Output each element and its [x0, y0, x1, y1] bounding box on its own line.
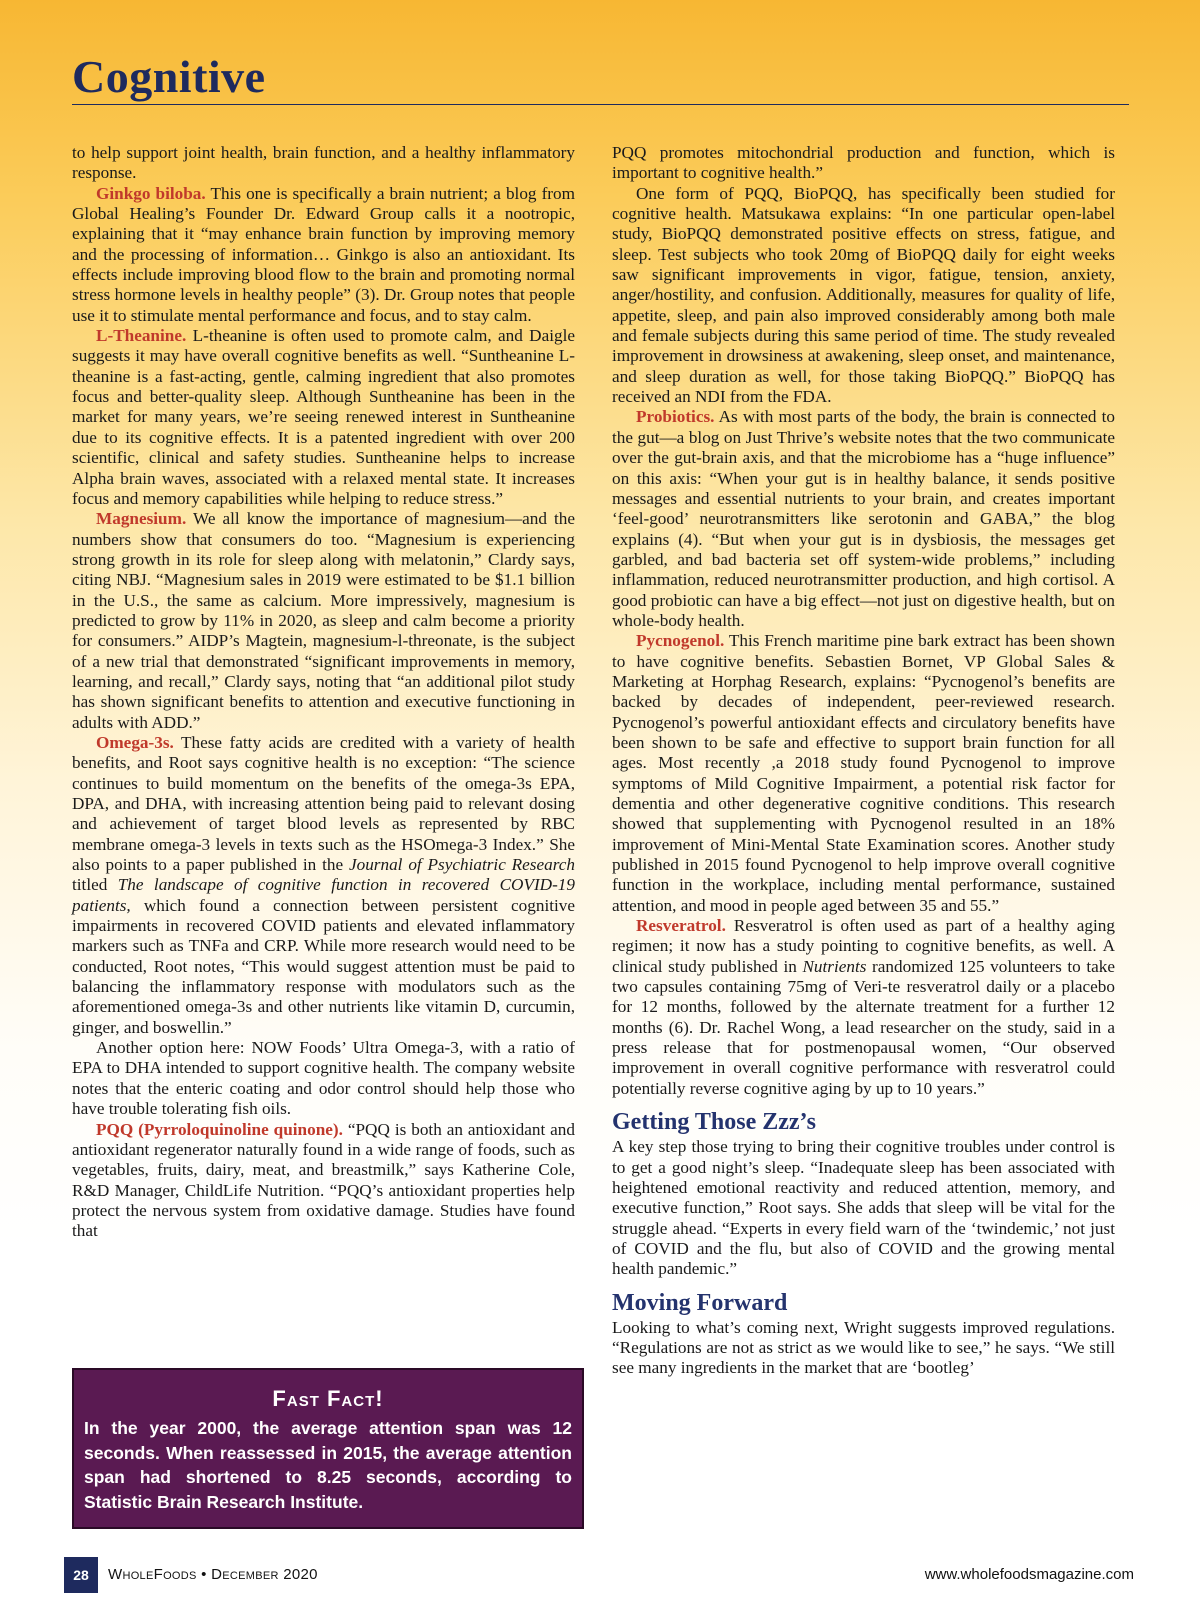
paragraph-text: We all know the importance of magnesium—and the numbers show that consumers do too. “Magnesium is experiencing strong growth in its role for sleep along with melatonin,” Clardy says, citing NBJ. “Magnesium sales in 2019 were estimated to be $1.1 billion in the U.S., the same as calcium. More impressively, magnesium is predicted to grow by 11% in 2020, as sleep and calm become a priority for consumers.” AIDP’s Magtein, magnesium-l-threonate, is the subject of a new trial that demonstrated “significant improvements in memory, learning, and recall,” Clardy says, noting that “an additional pilot study has shown significant benefits to attention and executive functioning in adults with ADD.” [72, 509, 575, 732]
subheading-sleep: Getting Those Zzz’s [612, 1109, 816, 1136]
paragraph-text: As with most parts of the body, the brain is connected to the gut—a blog on Just Thrive’s website notes that the two communicate over the gut-brain axis, and that the microbiome has a “huge influence” on this axis: “When your gut is in healthy balance, it sends positive messages and essential nutrients to your brain, and creates important ‘feel-good’ neurotransmitters like serotonin and GABA,” the blog explains (4). “But when your gut is in dysbiosis, the messages get garbled, and bad bacteria set off system-wide problems,” including inflammation, reduced neurotransmitter production, and high cortisol. A good probiotic can have a big effect—not just on digestive health, but on whole-body health. [612, 407, 1115, 630]
paragraph-text: titled [72, 875, 118, 895]
paragraph-text: This one is specifically a brain nutrient; a blog from Global Healing’s Founder Dr. Edward Group calls it a nootropic, explaining that it “may enhance brain function by improving memory and the processing of information… Ginkgo is also an antioxidant. Its effects include improving blood flow to the brain and promoting normal stress hormone levels in healthy people” (3). Dr. Group notes that people use it to stimulate mental performance and focus, and to stay calm. [72, 183, 575, 325]
paragraph-magnesium [72, 509, 575, 733]
fast-fact-box [72, 1368, 584, 1529]
paragraph-probiotics [612, 407, 1115, 631]
paragraph-ginkgo [72, 184, 575, 326]
paragraph-text: randomized 125 volunteers to take two capsules containing 75mg of Veri-te resveratrol daily or a placebo for 12 months, followed by the alternate treatment for a further 12 months (6). Dr. Rachel Wong, a lead researcher on the study, said in a press release that for postmenopausal women, “Our observed improvement in overall cognitive performance with resveratrol could potentially reverse cognitive aging by up to 10 years.” [612, 956, 1115, 1098]
left-column [72, 143, 575, 1242]
paragraph-sleep: A key step those trying to bring their cognitive troubles under control is to get a good night’s sleep. “Inadequate sleep has been associated with heightened emotional reactivity and reduced attention, memory, and executive function,” Root says. She adds that sleep will be vital for the struggle ahead. “Experts in every field warn of the ‘twindemic,’ not just of COVID and the flu, but also of COVID and the growing mental health pandemic.” [612, 1137, 1115, 1279]
fast-fact-title: Fast Fact! [272, 1386, 384, 1411]
publication-info: WholeFoods • December 2020 [108, 1566, 318, 1583]
paragraph-pqq [72, 1120, 575, 1242]
paragraph: to help support joint health, brain function, and a healthy inflammatory response. [72, 143, 575, 183]
page-footer [0, 1557, 1200, 1593]
keyword-pqq: PQQ (Pyrroloquinoline quinone). [96, 1119, 343, 1139]
paper-title: The landscape of cognitive function in recovered COVID-19 patients, [72, 875, 575, 915]
keyword-resveratrol: Resveratrol. [636, 916, 726, 936]
keyword-pycnogenol: Pycnogenol. [636, 631, 725, 651]
keyword-theanine: L-Theanine. [96, 326, 187, 346]
keyword-probiotics: Probiotics. [636, 407, 715, 427]
right-column [612, 143, 1115, 1379]
paragraph-text: These fatty acids are credited with a variety of health benefits, and Root says cognitive health is no exception: “The science continues to build momentum on the benefits of the omega-3s EPA, DPA, and DHA, with increasing attention being paid to relevant dosing and achievement of target blood levels as represented by RBC membrane omega-3 levels in texts such as the HSOmega-3 Index.” She also points to a paper published in the [72, 732, 575, 875]
keyword-magnesium: Magnesium. [96, 509, 187, 529]
keyword-ginkgo: Ginkgo biloba. [96, 183, 206, 203]
paragraph-omega [72, 733, 575, 1038]
paragraph-biopqq: One form of PQQ, BioPQQ, has specifically been studied for cognitive health. Matsukawa explains: “In one particular open-label study, BioPQQ demonstrated positive effects on stress, fatigue, and sleep. Test subjects who took 20mg of BioPQQ daily for eight weeks saw significant improvements in vigor, fatigue, tension, anxiety, anger/hostility, and confusion. Additionally, measures for quality of life, appetite, sleep, and pain also improved considerably among both male and female subjects during this same period of time. The study revealed improvement in drowsiness at awakening, sleep onset, and maintenance, and sleep duration as well, for those taking BioPQQ.” BioPQQ has received an NDI from the FDA. [612, 183, 1115, 407]
paragraph-text: “PQQ is both an antioxidant and antioxidant regenerator naturally found in a wide range of foods, such as vegetables, fruits, dairy, meat, and breastmilk,” says Katherine Cole, R&D Manager, ChildLife Nutrition. “PQQ’s antioxidant properties help protect the nervous system from oxidative damage. Studies have found that [72, 1119, 575, 1241]
paragraph: PQQ promotes mitochondrial production and function, which is important to cognitive health.” [612, 143, 1115, 183]
paragraph-text: L-theanine is often used to promote calm, and Daigle suggests it may have overall cognitive benefits as well. “Suntheanine L-theanine is a fast-acting, gentle, calming ingredient that also promotes focus and better-quality sleep. Although Suntheanine has been in the market for many years, we’re seeing renewed interest in Suntheanine due to its cognitive effects. It is a patented ingredient with over 200 scientific, clinical and safety studies. Suntheanine helps to increase Alpha brain waves, associated with a relaxed mental state. It increases focus and memory capabilities while helping to reduce stress.” [72, 326, 575, 508]
paragraph-text: which found a connection between persistent cognitive impairments in recovered COVID patients and elevated inflammatory markers such as TNFa and CRP. While more research would need to be conducted, Root notes, “This would suggest attention must be paid to balancing the inflammatory response with modulators such as the aforementioned omega-3s and other nutrients like vitamin D, curcumin, ginger, and boswellin.” [72, 895, 575, 1037]
paragraph-pycnogenol [612, 631, 1115, 916]
page-number: 28 [64, 1557, 98, 1593]
fast-fact-text: In the year 2000, the average attention span was 12 seconds. When reassessed in 2015, the average attention span had shortened to 8.25 seconds, according to Statistic Brain Research Institute. [84, 1418, 572, 1512]
paragraph-now-foods: Another option here: NOW Foods’ Ultra Omega-3, with a ratio of EPA to DHA intended to support cognitive health. The company website notes that the enteric coating and odor control should help those who have trouble tolerating fish oils. [72, 1038, 575, 1119]
subheading-forward: Moving Forward [612, 1289, 788, 1316]
website-url: www.wholefoodsmagazine.com [924, 1566, 1134, 1583]
journal-title: Nutrients [802, 956, 867, 976]
section-title: Cognitive [72, 51, 266, 102]
paragraph-forward: Looking to what’s coming next, Wright suggests improved regulations. “Regulations are not as strict as we would like to see,” he says. “We still see many ingredients in the market that are ‘bootleg’ [612, 1317, 1115, 1378]
journal-title: Journal of Psychiatric Research [348, 855, 575, 875]
paragraph-text: Resveratrol is often used as part of a healthy aging regimen; it now has a study pointing to cognitive benefits, as well. A clinical study published in [612, 916, 1115, 976]
keyword-omega: Omega-3s. [96, 732, 174, 752]
title-divider [72, 104, 1129, 105]
paragraph-theanine [72, 326, 575, 509]
paragraph-resveratrol [612, 916, 1115, 1099]
paragraph-text: This French maritime pine bark extract has been shown to have cognitive benefits. Sebastien Bornet, VP Global Sales & Marketing at Horphag Research, explains: “Pycnogenol’s benefits are backed by decades of independent, peer-reviewed research. Pycnogenol’s powerful antioxidant effects and circulatory benefits have been shown to be safe and effective to support brain function for all ages. Most recently ,a 2018 study found Pycnogenol to improve symptoms of Mild Cognitive Impairment, a potential risk factor for dementia and other degenerative cognitive conditions. This research showed that supplementing with Pycnogenol resulted in an 18% improvement of Mini-Mental State Examination scores. Another study published in 2015 found Pycnogenol to help improve overall cognitive function in the workplace, including mental performance, sustained attention, and mood in people aged between 35 and 55.” [612, 631, 1115, 915]
